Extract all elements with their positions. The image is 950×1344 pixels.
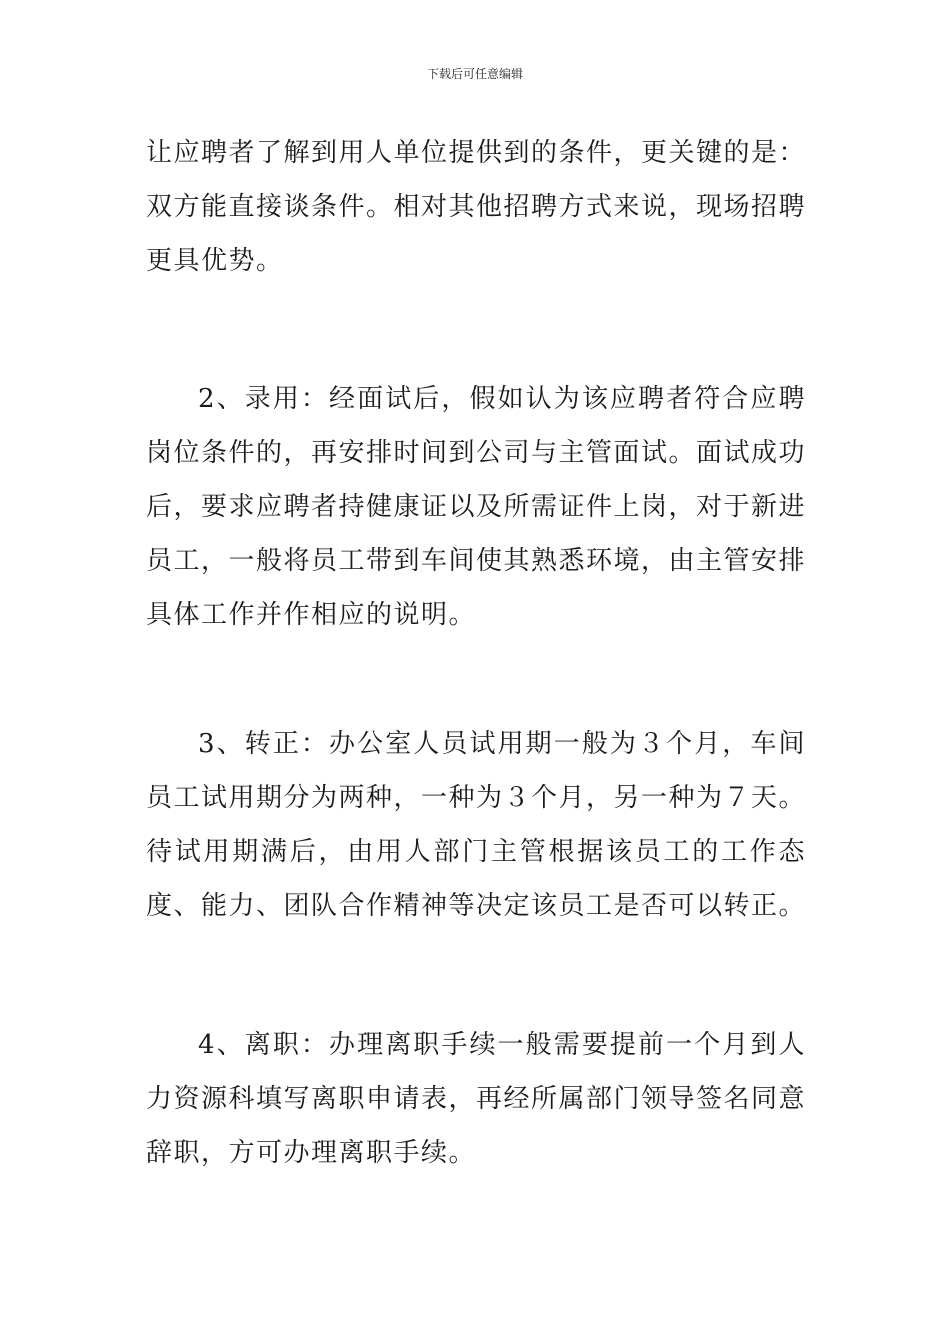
paragraph-resignation: 4、离职：办理离职手续一般需要提前一个月到人力资源科填写离职申请表，再经所属部门领导签名同意辞职，方可办理离职手续。 [146, 1030, 807, 1168]
paragraph-hiring: 2、录用：经面试后，假如认为该应聘者符合应聘岗位条件的，再安排时间到公司与主管面试。面试成功后，要求应聘者持健康证以及所需证件上岗，对于新进员工，一般将员工带到车间使其熟悉环境，由主管安排具体工作并作相应的说明。 [146, 384, 807, 630]
paragraph-probation: 3、转正：办公室人员试用期一般为３个月，车间员工试用期分为两种，一种为３个月，另一种为７天。待试用期满后，由用人部门主管根据该员工的工作态度、能力、团队合作精神等决定该员工是否可以转正。 [146, 729, 807, 921]
header-note: 下载后可任意编辑 [426, 67, 523, 81]
paragraph-recruitment-advantage: 让应聘者了解到用人单位提供到的条件，更关键的是：双方能直接谈条件。相对其他招聘方式来说，现场招聘更具优势。 [146, 138, 807, 276]
